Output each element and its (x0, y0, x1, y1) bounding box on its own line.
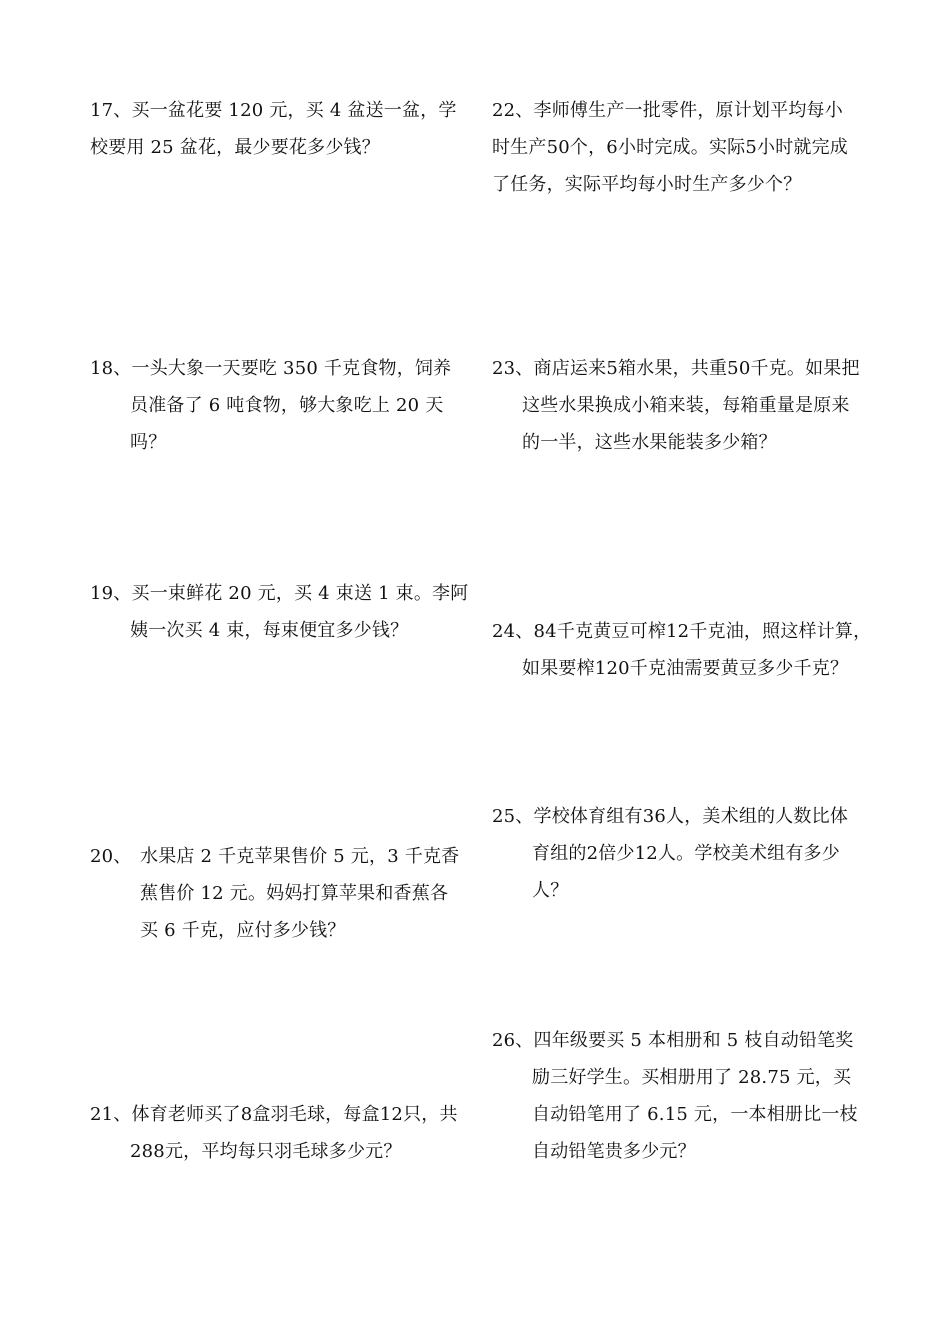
problem-20 (90, 838, 459, 949)
problem-line: 如果要榨120千克油需要黄豆多少千克？ (522, 658, 849, 679)
problem-line: 买 6 千克，应付多少钱？ (140, 920, 346, 941)
problem-line: 26、四年级要买 5 本相册和 5 枝自动铅笔奖 (492, 1030, 854, 1051)
problem-number: 18、 (90, 358, 132, 379)
problem-line: 自动铅笔用了 6.15 元，一本相册比一枝 (532, 1104, 858, 1125)
problem-line: 25、学校体育组有36人，美术组的人数比体 (492, 806, 849, 827)
problem-22 (492, 92, 848, 203)
problem-line: 17、买一盆花要 120 元，买 4 盆送一盆，学 (90, 100, 457, 121)
problem-line: 288元，平均每只羽毛球多少元？ (130, 1141, 402, 1162)
problem-line: 23、商店运来5箱水果，共重50千克。如果把 (492, 358, 860, 379)
problem-number: 25、 (492, 806, 534, 827)
problem-line: 员准备了 6 吨食物，够大象吃上 20 天 (130, 395, 444, 416)
problem-line: 18、一头大象一天要吃 350 千克食物，饲养 (90, 358, 452, 379)
problem-number: 17、 (90, 100, 132, 121)
problem-number: 23、 (492, 358, 534, 379)
problem-23 (492, 350, 860, 461)
problem-line: 的一半，这些水果能装多少箱？ (522, 432, 777, 453)
problem-18 (90, 350, 451, 461)
problem-line: 时生产50个，6小时完成。实际5小时就完成 (492, 137, 849, 158)
problem-25 (492, 798, 848, 909)
problem-number: 21、 (90, 1104, 132, 1125)
problem-26 (492, 1022, 858, 1170)
problem-line: 自动铅笔贵多少元？ (532, 1141, 696, 1162)
problem-line: 姨一次买 4 束，每束便宜多少钱？ (130, 620, 409, 641)
problem-line: 育组的2倍少12人。学校美术组有多少 (532, 843, 840, 864)
problem-21 (90, 1096, 458, 1170)
problem-line: 22、李师傅生产一批零件，原计划平均每小 (492, 100, 843, 121)
problem-line: 19、买一束鲜花 20 元，买 4 束送 1 束。李阿 (90, 583, 469, 604)
problem-line: 这些水果换成小箱来装，每箱重量是原来 (522, 395, 850, 416)
problem-number: 24、 (492, 621, 534, 642)
problem-19 (90, 575, 468, 649)
problem-24 (492, 613, 871, 687)
problem-line: 24、84千克黄豆可榨12千克油，照这样计算， (492, 621, 872, 642)
problem-line: 20、 水果店 2 千克苹果售价 5 元，3 千克香 (90, 838, 459, 875)
problem-line: 蕉售价 12 元。妈妈打算苹果和香蕉各 (140, 883, 449, 904)
problem-number: 26、 (492, 1030, 534, 1051)
problem-line: 吗？ (130, 432, 167, 453)
problem-line: 校要用 25 盆花，最少要花多少钱？ (90, 137, 380, 158)
problem-line: 了任务，实际平均每小时生产多少个？ (492, 174, 802, 195)
problem-line: 人？ (532, 880, 569, 901)
problem-line: 励三好学生。买相册用了 28.75 元，买 (532, 1067, 852, 1088)
problem-line: 21、体育老师买了8盒羽毛球，每盒12只，共 (90, 1104, 458, 1125)
problem-number: 19、 (90, 583, 132, 604)
problem-number: 22、 (492, 100, 534, 121)
problem-number: 20、 (90, 846, 132, 867)
problem-17 (90, 92, 457, 166)
